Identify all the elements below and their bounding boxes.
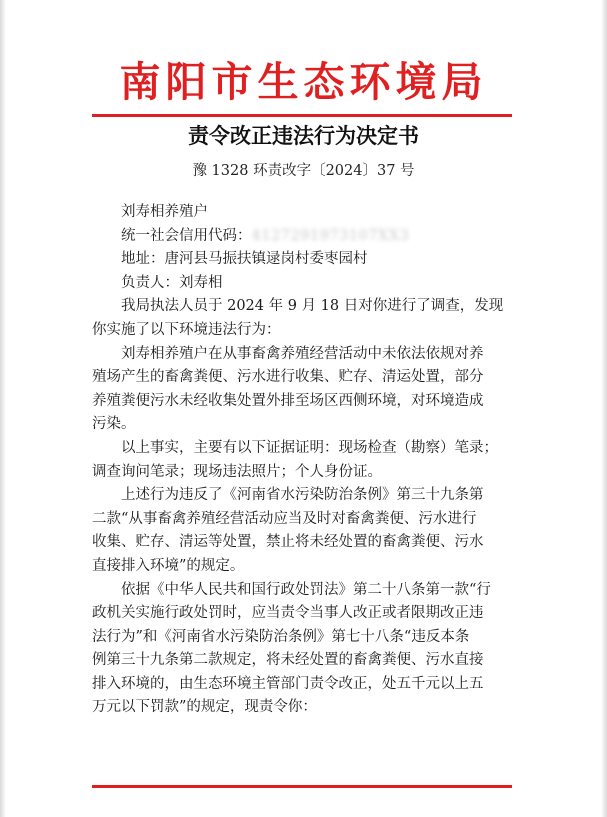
paragraph-line: 你实施了以下环境违法行为： (92, 321, 281, 338)
paragraph-line: 二款“从事畜禽养殖经营活动应当及时对畜禽粪便、污水进行 (92, 510, 477, 527)
paragraph-investigation (92, 295, 542, 342)
paragraph-line: 排入环境的，由生态环境主管部门责令改正，处五千元以上五 (92, 675, 484, 692)
paragraph-evidence (92, 437, 542, 484)
paragraph-line: 以上事实，主要有以下证据证明：现场检查（勘察）笔录； (121, 439, 498, 456)
document-title: 责令改正违法行为决定书 (188, 123, 419, 148)
agency-letterhead: 南阳市生态环境局 (119, 58, 488, 106)
paragraph-line: 养殖粪便污水未经收集处置外排至场区西侧环境，对环境造成 (92, 392, 484, 409)
paragraph-violation-facts (92, 343, 542, 437)
paragraph-regulation-violated (92, 484, 542, 578)
paragraph-line: 例第三十九条第二款规定，将未经处置的畜禽粪便、污水直接 (92, 652, 484, 669)
party-name: 刘寿相养殖户 (121, 204, 208, 220)
credit-code-line (92, 225, 542, 249)
paragraph-line: 我局执法人员于 2024 年 9 月 18 日对你进行了调查，发现 (121, 298, 504, 315)
paragraph-line: 调查询问笔录；现场违法照片；个人身份证。 (92, 463, 382, 480)
paragraph-line: 政机关实施行政处罚时，应当责令当事人改正或者限期改正违 (92, 605, 484, 622)
letterhead-red-rule (92, 114, 512, 117)
paragraph-legal-basis (92, 579, 542, 721)
party-responsible: 负责人：刘寿相 (121, 274, 223, 291)
paragraph-line: 上述行为违反了《河南省水污染防治条例》第三十九条第 (121, 487, 484, 504)
paragraph-line: 万元以下罚款”的规定，现责令你： (92, 699, 317, 716)
paragraph-line: 刘寿相养殖户在从事畜禽养殖经营活动中未依法依规对养 (121, 345, 484, 362)
document-body (92, 201, 542, 720)
paragraph-line: 收集、贮存、清运等处置，禁止将未经处置的畜禽粪便、污水 (92, 534, 484, 551)
credit-code-value-redacted: 4127291973107XX3 (251, 227, 410, 244)
credit-code-label: 统一社会信用代码： (121, 227, 252, 244)
paragraph-line: 殖场产生的畜禽粪便、污水进行收集、贮存、清运处置，部分 (92, 369, 484, 386)
paragraph-line: 污染。 (92, 416, 136, 433)
paragraph-line: 法行为”和《河南省水污染防治条例》第七十八条“违反本条 (92, 628, 470, 645)
document-number: 豫 1328 环责改字〔2024〕37 号 (192, 163, 415, 179)
footer-red-rule (92, 785, 512, 788)
paragraph-line: 直接排入环境”的规定。 (92, 557, 245, 574)
paragraph-line: 依据《中华人民共和国行政处罚法》第二十八条第一款“行 (121, 581, 491, 598)
party-address: 地址：唐河县马振扶镇逯岗村委枣园村 (121, 251, 368, 268)
